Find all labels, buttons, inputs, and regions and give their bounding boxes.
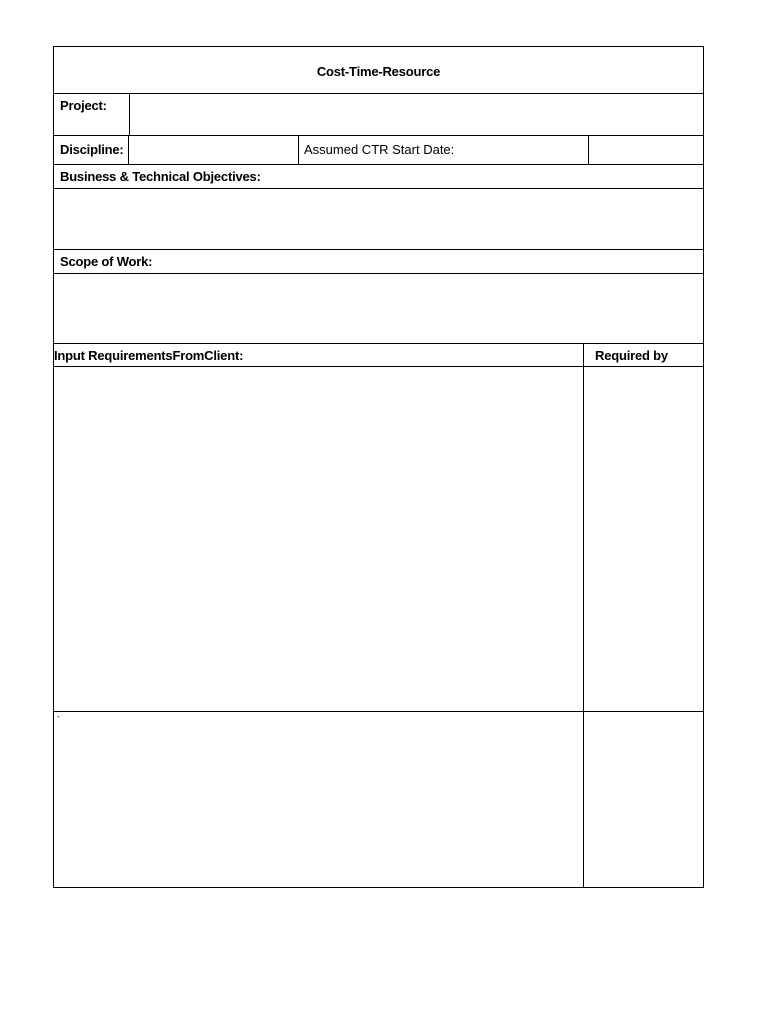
scope-header-row xyxy=(54,250,703,274)
input-requirements-field-lower[interactable] xyxy=(54,712,583,887)
ctr-form xyxy=(53,46,704,888)
project-label: Project: xyxy=(60,98,107,113)
title-row xyxy=(54,47,703,94)
start-date-label: Assumed CTR Start Date: xyxy=(304,142,455,157)
required-by-label: Required by xyxy=(595,348,668,363)
input-requirements-upper xyxy=(54,367,703,712)
project-row xyxy=(54,94,703,136)
scope-field[interactable] xyxy=(54,274,703,344)
scope-label: Scope of Work: xyxy=(60,254,153,269)
required-by-header-cell xyxy=(583,344,703,366)
input-requirements-label: Input RequirementsFromClient: xyxy=(54,348,244,363)
start-date-label-cell xyxy=(298,136,588,164)
objectives-field[interactable] xyxy=(54,189,703,250)
form-title: Cost-Time-Resource xyxy=(316,64,441,79)
discipline-field[interactable] xyxy=(128,136,298,164)
discipline-label: Discipline: xyxy=(60,142,124,157)
required-by-field-upper[interactable] xyxy=(583,367,703,711)
objectives-header-row xyxy=(54,165,703,189)
project-field[interactable] xyxy=(129,94,703,135)
objectives-label: Business & Technical Objectives: xyxy=(60,169,261,184)
lower-section-mark: - xyxy=(57,712,60,721)
input-requirements-field-upper[interactable] xyxy=(54,367,583,711)
input-requirements-lower xyxy=(54,712,703,887)
input-requirements-header-row xyxy=(54,344,703,367)
required-by-field-lower[interactable] xyxy=(583,712,703,887)
start-date-field[interactable] xyxy=(588,136,703,164)
discipline-row xyxy=(54,136,703,165)
